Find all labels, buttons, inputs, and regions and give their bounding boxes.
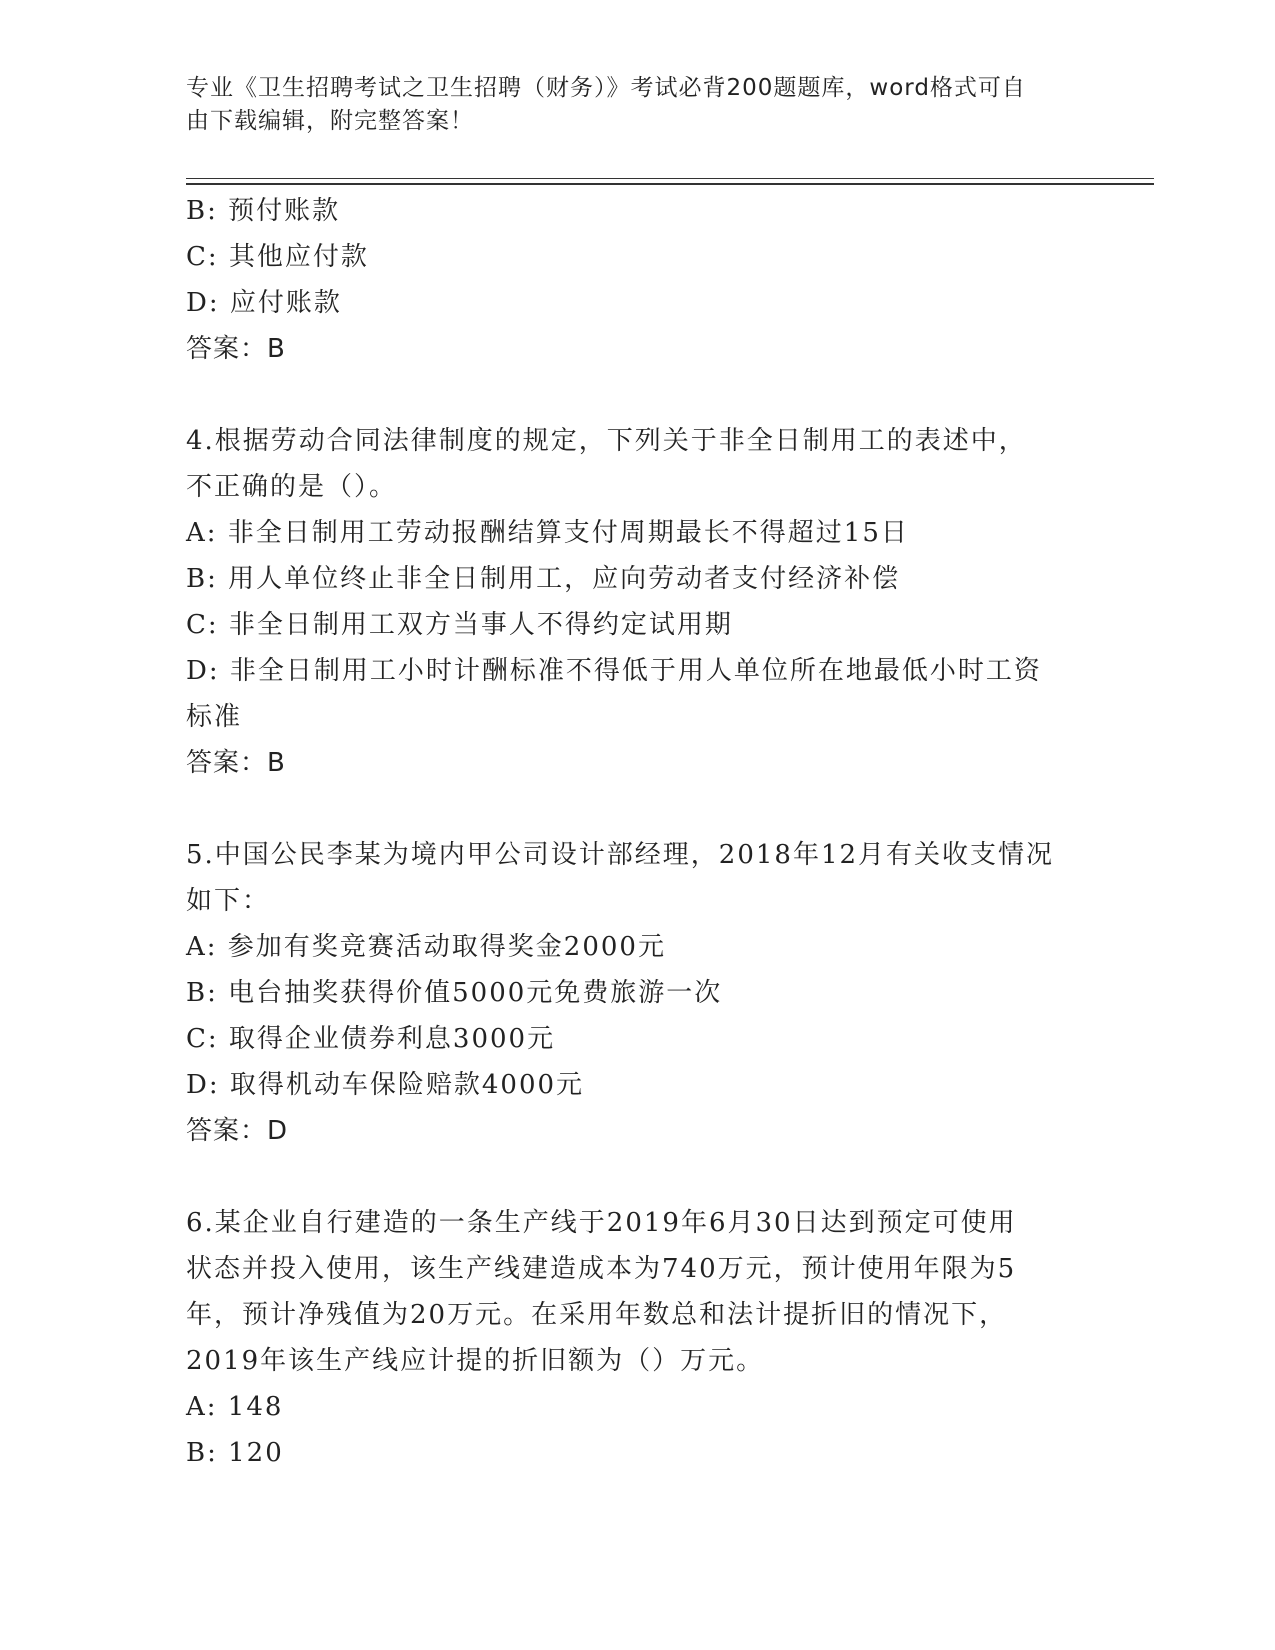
q6-stem-line-3: 年，预计净残值为20万元。在采用年数总和法计提折旧的情况下， <box>186 1300 1008 1330</box>
q5-option-b: B: 电台抽奖获得价值5000元免费旅游一次 <box>186 978 723 1008</box>
q4-option-d-line-1: D: 非全日制用工小时计酬标准不得低于用人单位所在地最低小时工资 <box>186 656 1042 686</box>
header-divider-thick <box>186 183 1154 185</box>
q3-option-d: D: 应付账款 <box>186 288 342 318</box>
q4-stem-line-2: 不正确的是（）。 <box>186 472 398 502</box>
header-line-2: 由下载编辑，附完整答案！ <box>186 108 474 134</box>
q4-stem-line-1: 4.根据劳动合同法律制度的规定，下列关于非全日制用工的表述中， <box>186 426 1027 456</box>
question-3 <box>186 188 1086 372</box>
q4-option-a: A: 非全日制用工劳动报酬结算支付周期最长不得超过15日 <box>186 518 909 548</box>
question-list <box>186 188 1086 1476</box>
spacer <box>186 786 1086 832</box>
question-6 <box>186 1200 1086 1476</box>
header-divider-thin <box>186 178 1154 179</box>
q4-answer: 答案：B <box>186 748 286 778</box>
q6-stem-line-1: 6.某企业自行建造的一条生产线于2019年6月30日达到预定可使用 <box>186 1208 1017 1238</box>
q4-option-c: C: 非全日制用工双方当事人不得约定试用期 <box>186 610 733 640</box>
q5-option-d: D: 取得机动车保险赔款4000元 <box>186 1070 585 1100</box>
q6-option-b: B: 120 <box>186 1438 284 1468</box>
q6-option-a: A: 148 <box>186 1392 284 1422</box>
q5-option-a: A: 参加有奖竞赛活动取得奖金2000元 <box>186 932 666 962</box>
q5-option-c: C: 取得企业债券利息3000元 <box>186 1024 556 1054</box>
document-header <box>186 72 1066 138</box>
spacer <box>186 1154 1086 1200</box>
q6-stem-line-2: 状态并投入使用，该生产线建造成本为740万元，预计使用年限为5 <box>186 1254 1017 1284</box>
q5-answer: 答案：D <box>186 1116 289 1146</box>
q4-option-b: B: 用人单位终止非全日制用工，应向劳动者支付经济补偿 <box>186 564 901 594</box>
q4-option-d-line-2: 标准 <box>186 702 243 732</box>
q6-stem-line-4: 2019年该生产线应计提的折旧额为（）万元。 <box>186 1346 765 1376</box>
q5-stem-line-1: 5.中国公民李某为境内甲公司设计部经理，2018年12月有关收支情况 <box>186 840 1055 870</box>
q3-answer: 答案：B <box>186 334 286 364</box>
q5-stem-line-2: 如下： <box>186 886 271 916</box>
q3-option-c: C: 其他应付款 <box>186 242 369 272</box>
q3-option-b: B: 预付账款 <box>186 196 341 226</box>
spacer <box>186 372 1086 418</box>
question-4 <box>186 418 1086 786</box>
header-line-1: 专业《卫生招聘考试之卫生招聘（财务）》考试必背200题题库，word格式可自 <box>186 75 1026 101</box>
question-5 <box>186 832 1086 1154</box>
